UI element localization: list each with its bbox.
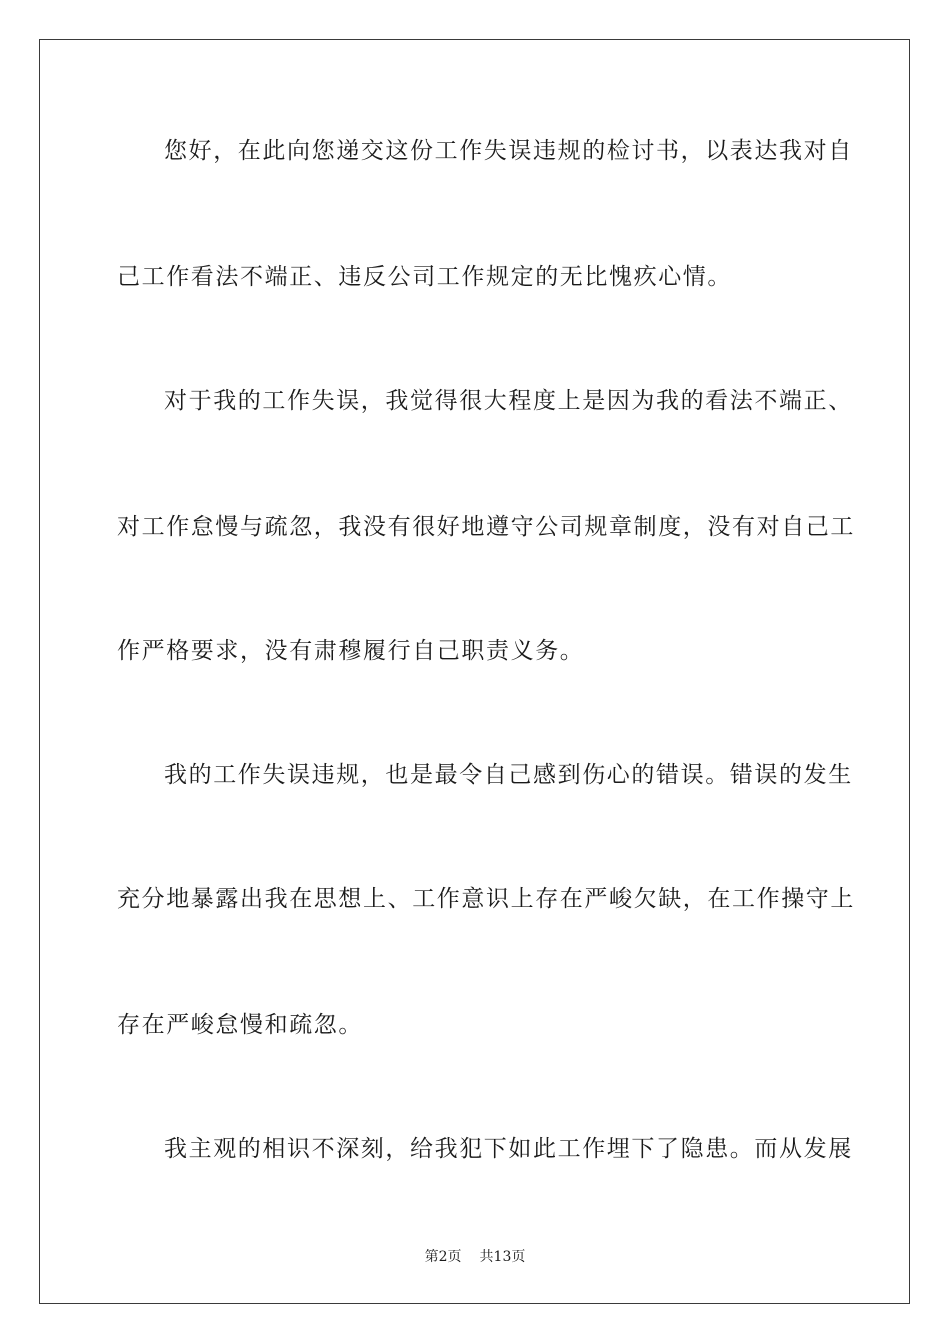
page-footer xyxy=(0,1248,950,1266)
paragraph-line: 我主观的相识不深刻，给我犯下如此工作埋下了隐患。而从发展 xyxy=(164,1136,853,1162)
total-pages: 共13页 xyxy=(479,1249,526,1265)
page-frame xyxy=(39,39,910,1304)
paragraph-line: 您好，在此向您递交这份工作失误违规的检讨书，以表达我对自 xyxy=(164,138,853,164)
page-number: 第2页 xyxy=(424,1249,462,1265)
paragraph-line: 存在严峻怠慢和疏忽。 xyxy=(117,1012,363,1038)
paragraph-line: 对于我的工作失误，我觉得很大程度上是因为我的看法不端正、 xyxy=(164,388,853,414)
paragraph-line: 充分地暴露出我在思想上、工作意识上存在严峻欠缺，在工作操守上 xyxy=(117,886,855,912)
paragraph-line: 我的工作失误违规，也是最令自己感到伤心的错误。错误的发生 xyxy=(164,762,853,788)
paragraph-line: 己工作看法不端正、违反公司工作规定的无比愧疚心情。 xyxy=(117,264,732,290)
paragraph-line: 作严格要求，没有肃穆履行自己职责义务。 xyxy=(117,638,585,664)
paragraph-line: 对工作怠慢与疏忽，我没有很好地遵守公司规章制度，没有对自己工 xyxy=(117,514,855,540)
